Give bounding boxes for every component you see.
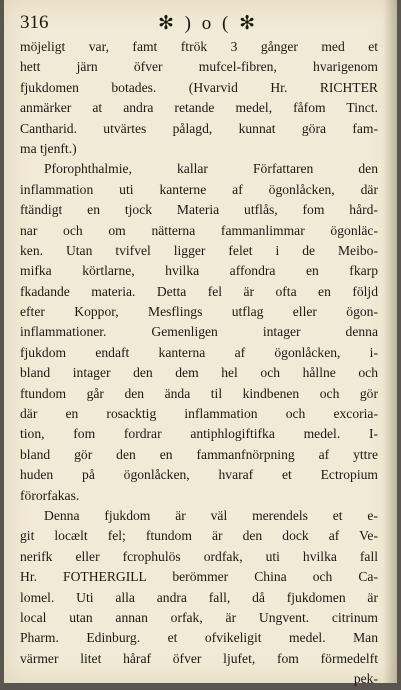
text-line: ken. Utan tvifvel ligger felet i de Meibo- bbox=[20, 242, 378, 258]
text-line: inflammationer. Gemenligen intager denna bbox=[20, 324, 378, 340]
text-line: möjeligt var, famt ftrök 3 gånger med et bbox=[20, 39, 378, 54]
text-line: Cantharid. utvärtes pålagd, kunnat göra fam- bbox=[20, 120, 378, 136]
text-line: bland gör den en fammanfnörpning af yttre bbox=[20, 446, 378, 462]
text-line: hett järn öfver mufcel-fibren, hvarigenom bbox=[20, 59, 378, 75]
text-line: värmer litet håraf öfver ljufet, fom förmedelft bbox=[20, 650, 378, 666]
text-line: fjukdom endaft kanterna af ögonlåcken, i- bbox=[20, 344, 378, 360]
text-line: ftändigt en tjock Materia utflås, fom hård- bbox=[20, 202, 378, 218]
text-line: efter Koppor, Mesflings utflag eller ögon- bbox=[20, 304, 378, 320]
text-line: huden på ögonlåcken, hvaraf et Ectropium bbox=[20, 467, 378, 483]
text-line: nar och om nätterna fammanlimmar ögonläc- bbox=[20, 222, 378, 238]
catchword: pek- bbox=[353, 671, 378, 687]
text-line: lomel. Uti alla andra fall, då fjukdomen är bbox=[20, 589, 378, 605]
text-line: Pharm. Edinburg. et ofvikeligit medel. Man bbox=[20, 630, 378, 646]
body-text bbox=[20, 37, 378, 690]
text-line: local utan annan orfak, är Ungvent. citrinum bbox=[20, 609, 378, 625]
text-line: ma tjenft.) bbox=[20, 140, 77, 156]
text-line: tion, fom fordrar antiphlogiftifka medel. I- bbox=[20, 426, 378, 442]
text-line: där en rosacktig inflammation och excoria- bbox=[20, 406, 378, 422]
page-gutter-shadow bbox=[383, 0, 397, 683]
text-line: bland intager den dem hel och hållne och bbox=[20, 365, 378, 381]
text-line: fjukdomen botades. (Hvarvid Hr. RICHTER bbox=[20, 79, 378, 95]
text-line: mifka körtlarne, hvilka affondra en fkarp bbox=[20, 263, 378, 279]
text-line: fkadande materia. Detta fel är ofta en följd bbox=[20, 283, 378, 299]
text-line: Hr. FOTHERGILL berömmer China och Ca- bbox=[20, 569, 378, 585]
text-line: Pforophthalmie, kallar Författaren den bbox=[44, 161, 378, 177]
page-number: 316 bbox=[20, 12, 49, 33]
text-line: förorfakas. bbox=[20, 487, 80, 503]
header-ornament: ✻ ) o ( ✻ bbox=[158, 13, 258, 34]
book-page bbox=[4, 0, 397, 687]
text-line: ftundom går den ända til kindbenen och gör bbox=[20, 385, 378, 401]
page-header bbox=[20, 12, 376, 38]
text-line: git locælt fel; ftundom är den dock af Ve- bbox=[20, 528, 378, 544]
text-line: Denna fjukdom är väl merendels et e- bbox=[44, 507, 378, 523]
text-line: inflammation uti kanterne af ögonlåcken, där bbox=[20, 181, 378, 197]
text-line: nerifk eller fcrophulös ordfak, uti hvilka fall bbox=[20, 548, 378, 564]
text-line: anmärker at andra retande medel, fåfom Tinct. bbox=[20, 100, 378, 116]
